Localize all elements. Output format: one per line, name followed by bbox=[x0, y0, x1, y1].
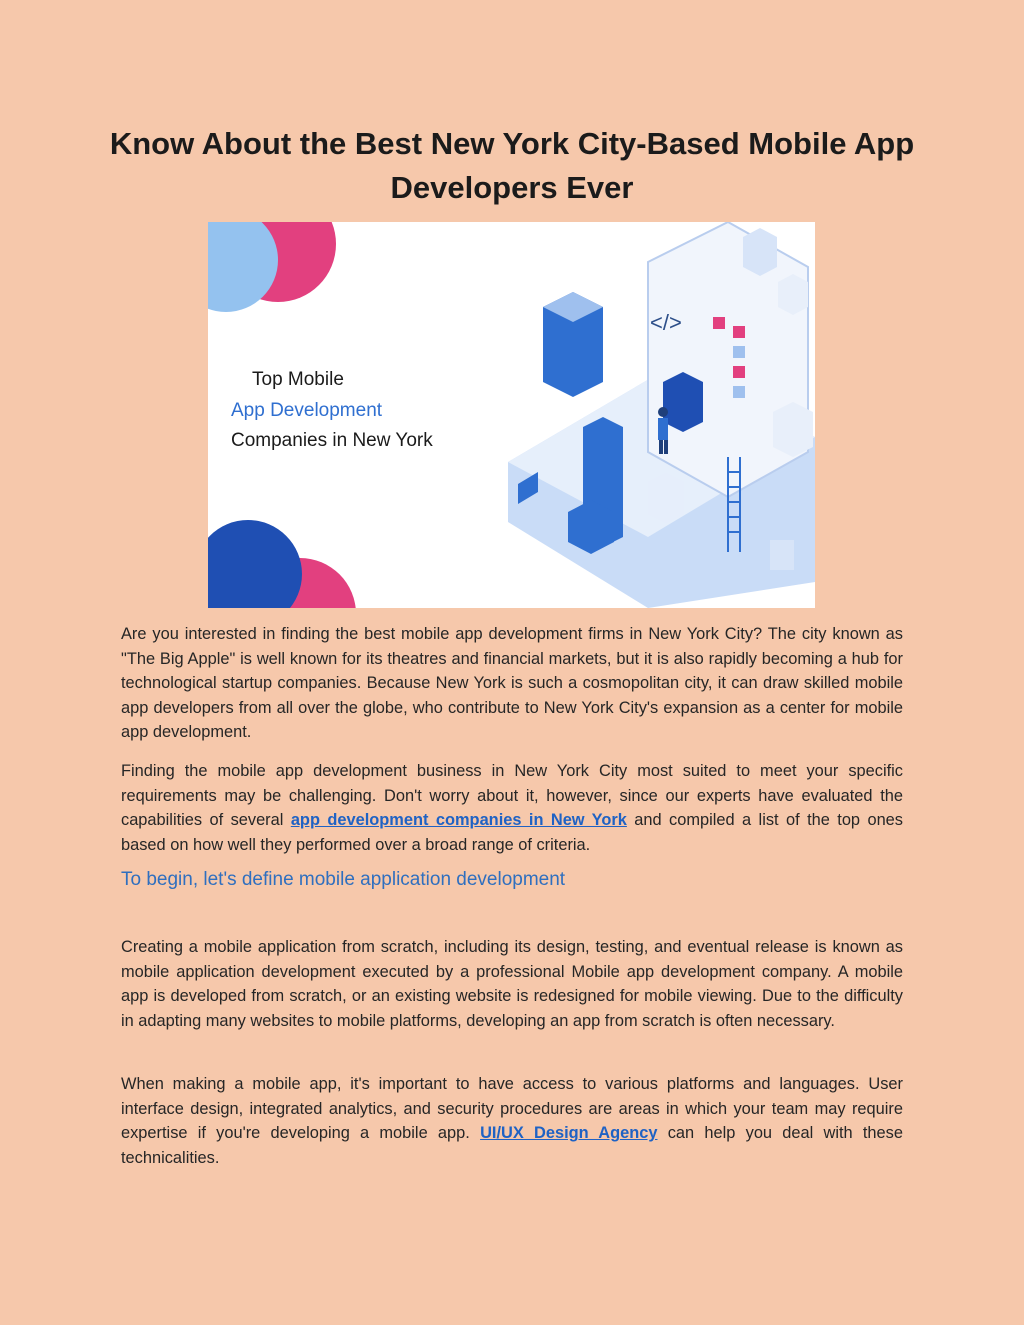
document-panel bbox=[663, 372, 703, 432]
app-development-companies-link[interactable]: app development companies in New York bbox=[290, 811, 627, 830]
profile-card bbox=[770, 540, 794, 570]
ui-square bbox=[733, 326, 745, 338]
navy-circle-bottom bbox=[208, 520, 302, 608]
ui-square bbox=[733, 346, 745, 358]
person-leg bbox=[659, 440, 663, 454]
ui-ux-design-agency-link[interactable]: UI/UX Design Agency bbox=[480, 1124, 658, 1143]
hero-line-2: App Development bbox=[231, 400, 383, 421]
box bbox=[743, 228, 777, 276]
paragraph-text: and compiled a list of the top ones based on how well they performed over a broad range of criteria. bbox=[121, 811, 903, 854]
section-heading: To begin, let's define mobile application development bbox=[121, 869, 566, 890]
evaluation-paragraph bbox=[121, 759, 903, 857]
person-leg bbox=[664, 440, 668, 454]
person-head bbox=[658, 407, 668, 417]
hero-illustration bbox=[208, 222, 815, 608]
phone-shape bbox=[648, 222, 808, 497]
definition-paragraph: Creating a mobile application from scratch, including its design, testing, and eventual release is known as mobile application development executed by a professional Mobile app development company. A mobile app is developed from scratch, or an existing website is redesigned for mobile viewing. Due to the difficulty in adapting many websites to mobile platforms, developing an app from scratch is often necessary. bbox=[121, 938, 903, 1030]
ui-square bbox=[733, 386, 745, 398]
paragraph-text: can help you deal with these technicalities. bbox=[121, 1124, 903, 1167]
box bbox=[648, 473, 684, 523]
ui-square bbox=[733, 366, 745, 378]
hero-line-1: Top Mobile bbox=[252, 369, 344, 390]
hero-image bbox=[208, 222, 815, 608]
box bbox=[773, 402, 813, 457]
paragraph-text: When making a mobile app, it's important to have access to various platforms and languages. User interface design, integrated analytics, and security procedures are areas in which your team may require expertise if you're developing a mobile app. bbox=[121, 1075, 903, 1143]
page-title: Know About the Best New York City-Based Mobile App Developers Ever bbox=[109, 126, 915, 205]
hero-line-3: Companies in New York bbox=[231, 430, 433, 451]
expertise-paragraph bbox=[121, 1072, 903, 1170]
paragraph-text: Finding the mobile app development business in New York City most suited to meet your specific requirements may be challenging. Don't worry about it, however, since our experts have evaluated the capabilities of several bbox=[121, 762, 903, 830]
ui-square bbox=[713, 317, 725, 329]
code-icon: </> bbox=[650, 310, 682, 335]
box bbox=[778, 274, 808, 315]
person-body bbox=[658, 418, 668, 440]
intro-paragraph: Are you interested in finding the best mobile app development firms in New York City? The city known as "The Big Apple" is well known for its theatres and financial markets, but it is also rapidly becoming a hub for technological startup companies. Because New York is such a cosmopolitan city, it can draw skilled mobile app developers from all over the globe, who contribute to New York City's expansion as a center for mobile app development. bbox=[121, 625, 903, 742]
